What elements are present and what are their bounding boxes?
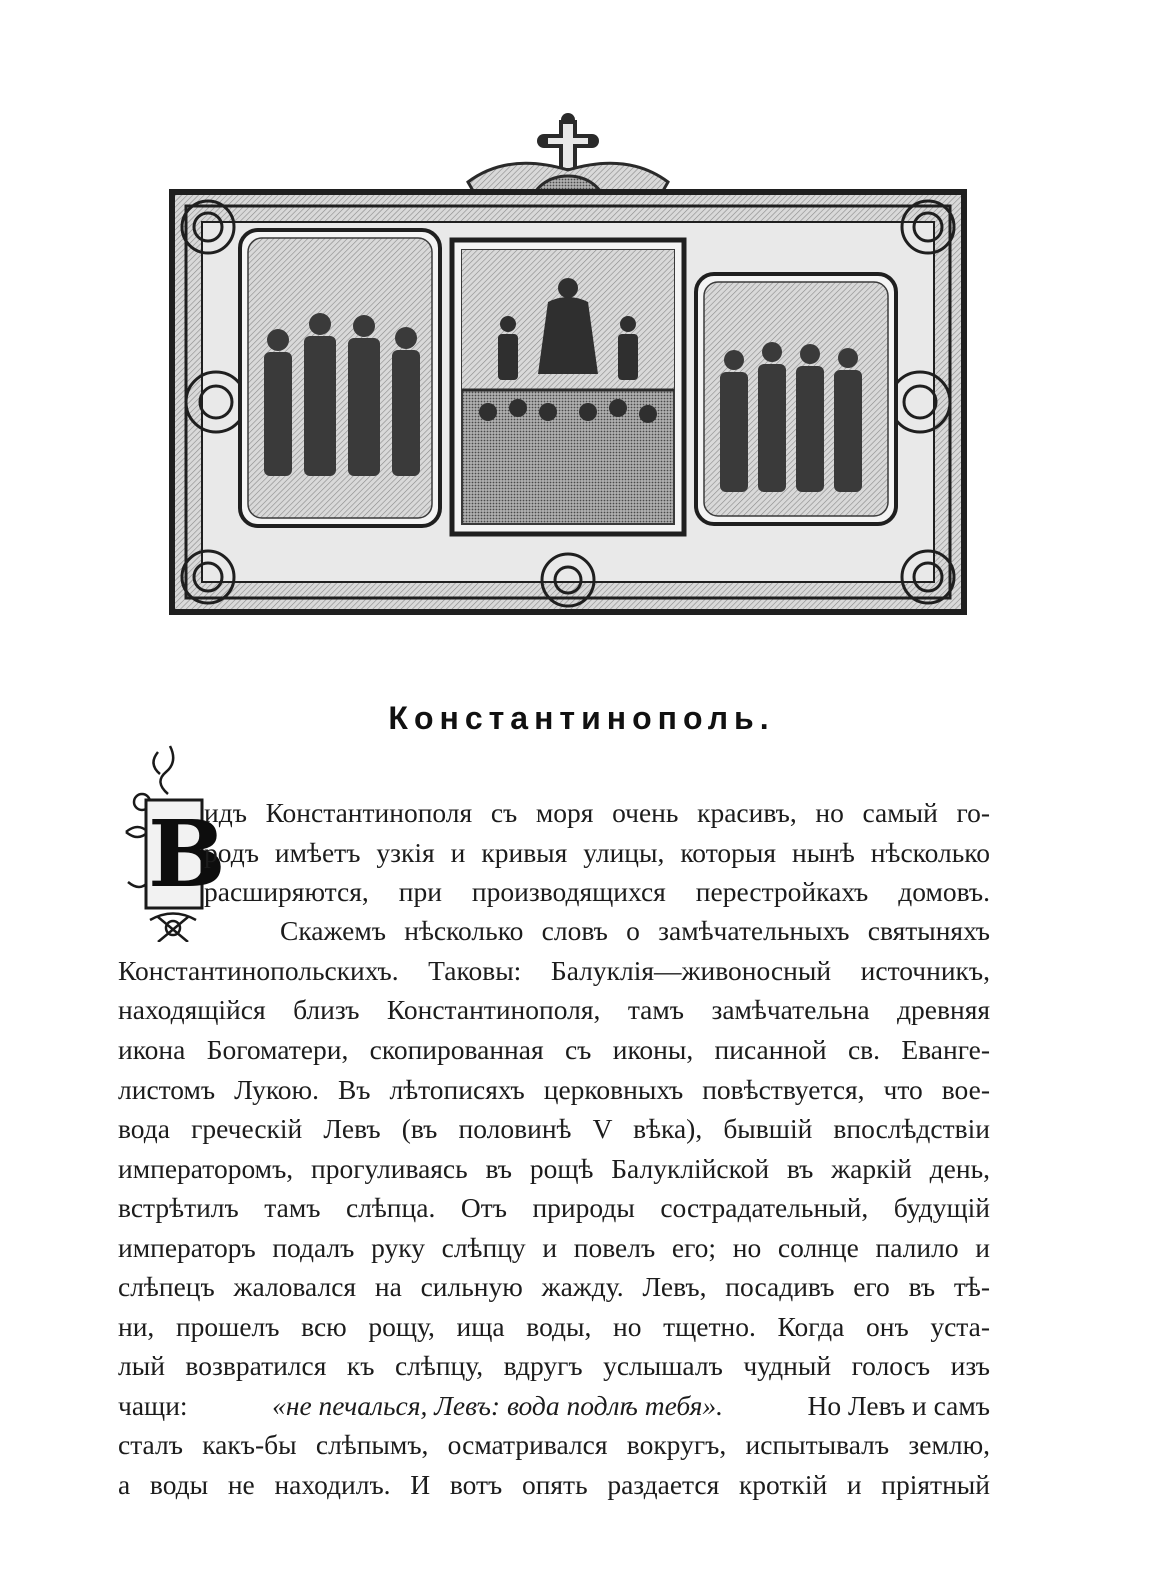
drop-cap: В	[148, 800, 226, 908]
text-line: листомъ Лукою. Въ лѣтописяхъ церковныхъ повѣствуется, что вое-	[118, 1074, 990, 1105]
triptych-engraving-icon	[168, 112, 968, 617]
text-line: находящійся близъ Константинополя, тамъ замѣчательна древняя	[118, 994, 990, 1025]
text-line: слѣпецъ жаловался на сильную жажду. Левъ, посадивъ его въ тѣ-	[118, 1271, 990, 1302]
text-line: сталъ какъ-бы слѣпымъ, осматривался вокругъ, испытывалъ землю,	[118, 1429, 990, 1460]
page-title: Константинополь.	[388, 700, 775, 736]
text-line: а воды не находилъ. И вотъ опять раздается кроткій и пріятный	[118, 1469, 990, 1500]
text-line: ни, прошелъ всю рощу, ища воды, но тщетно. Когда онъ уста-	[118, 1311, 990, 1342]
text-line: идъ Константинополя съ моря очень красивъ, но самый го-	[204, 797, 990, 828]
text-line: лый возвратился къ слѣпцу, вдругъ услышалъ чудный голосъ изъ	[118, 1350, 990, 1381]
text-line: вода греческій Левъ (въ половинѣ V вѣка), бывшій впослѣдствіи	[118, 1113, 990, 1144]
text-segment: Но Левъ и самъ	[807, 1390, 990, 1421]
text-line-mixed	[118, 1387, 990, 1425]
text-line: императоромъ, прогуливаясь въ рощѣ Балуклійской въ жаркій день,	[118, 1153, 990, 1184]
text-line: Константинопольскихъ. Таковы: Балуклія—живоносный источникъ,	[118, 955, 990, 986]
text-line: императоръ подалъ руку слѣпцу и повелъ его; но солнце палило и	[118, 1232, 990, 1263]
cross-icon	[537, 113, 599, 172]
ornate-initial-icon	[118, 742, 226, 942]
text-line: встрѣтилъ тамъ слѣпца. Отъ природы сострадательный, будущій	[118, 1192, 990, 1223]
text-line: расширяются, при производящихся перестройкахъ домовъ.	[204, 876, 990, 907]
text-segment: чащи:	[118, 1390, 188, 1421]
text-line: родъ имѣетъ узкія и кривыя улицы, которыя нынѣ нѣсколько	[204, 837, 990, 868]
text-line: икона Богоматери, скопированная съ иконы, писанной св. Еванге-	[118, 1034, 990, 1065]
text-line: Скажемъ нѣсколько словъ о замѣчательныхъ святыняхъ	[280, 915, 990, 946]
text-segment-italic-quote: «не печалься, Левъ: вода подлѣ тебя».	[272, 1390, 723, 1421]
